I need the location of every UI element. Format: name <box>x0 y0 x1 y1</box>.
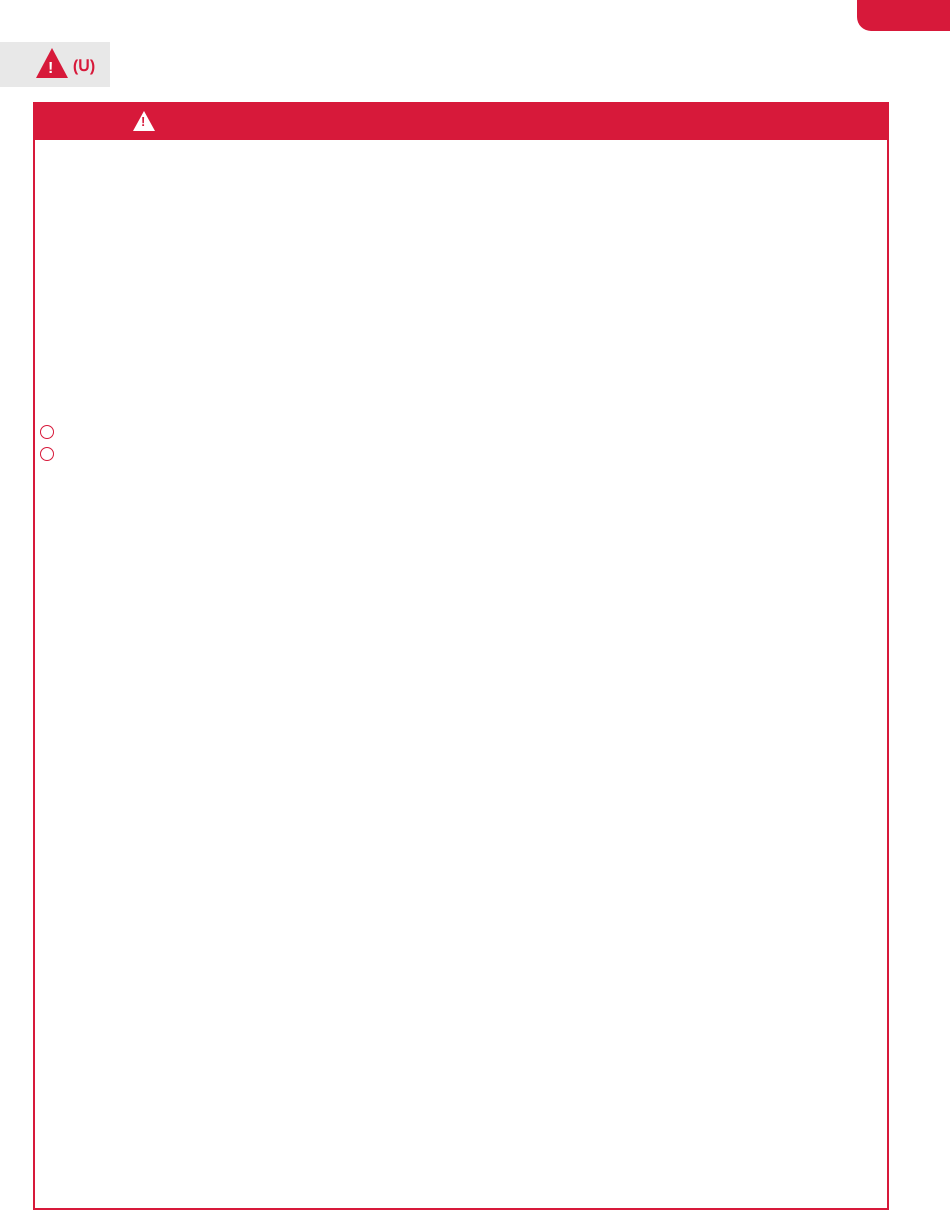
warning-frame <box>33 102 889 1210</box>
warning-header-bar <box>33 102 889 140</box>
safety-para <box>40 446 452 465</box>
header-warning-icon: ! <box>133 111 155 131</box>
danger-para <box>40 424 452 443</box>
step-number-icon <box>40 425 54 439</box>
book-icon: (ᑌ) <box>72 58 96 75</box>
left-column <box>40 418 452 470</box>
right-column <box>462 418 887 421</box>
language-tab <box>857 0 950 31</box>
step-number-icon <box>40 447 54 461</box>
exclamation-icon: ! <box>48 60 54 77</box>
